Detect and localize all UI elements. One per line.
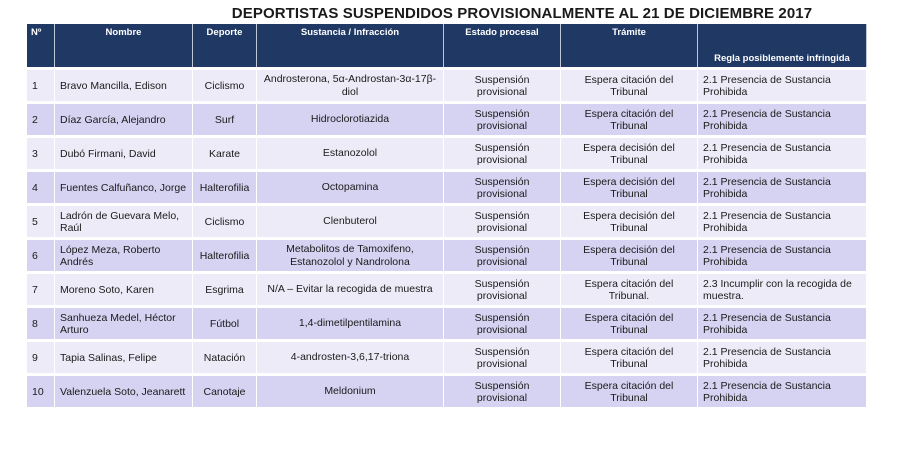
table-row: [27, 305, 867, 339]
cell-name: Valenzuela Soto, Jeanarett: [55, 373, 193, 407]
document-title: DEPORTISTAS SUSPENDIDOS PROVISIONALMENTE AL 21 DE DICIEMBRE 2017: [231, 5, 813, 22]
cell-rule: 2.1 Presencia de Sustancia Prohibida: [698, 135, 867, 169]
cell-num: 6: [27, 237, 55, 271]
cell-name: López Meza, Roberto Andrés: [55, 237, 193, 271]
cell-num: 3: [27, 135, 55, 169]
cell-status: Suspensión provisional: [444, 339, 561, 373]
cell-rule: 2.1 Presencia de Sustancia Prohibida: [698, 101, 867, 135]
table-row: [27, 169, 867, 203]
cell-procedure: Espera decisión del Tribunal: [561, 135, 698, 169]
cell-status: Suspensión provisional: [444, 271, 561, 305]
cell-sport: Halterofilia: [193, 237, 257, 271]
cell-rule: 2.1 Presencia de Sustancia Prohibida: [698, 237, 867, 271]
cell-name: Tapia Salinas, Felipe: [55, 339, 193, 373]
cell-name: Sanhueza Medel, Héctor Arturo: [55, 305, 193, 339]
cell-procedure: Espera citación del Tribunal: [561, 67, 698, 101]
table-header-row: [27, 24, 867, 67]
cell-sport: Surf: [193, 101, 257, 135]
cell-procedure: Espera decisión del Tribunal: [561, 237, 698, 271]
header-name: Nombre: [55, 24, 193, 67]
cell-status: Suspensión provisional: [444, 203, 561, 237]
cell-num: 7: [27, 271, 55, 305]
cell-sport: Fútbol: [193, 305, 257, 339]
cell-rule: 2.1 Presencia de Sustancia Prohibida: [698, 339, 867, 373]
cell-procedure: Espera decisión del Tribunal: [561, 203, 698, 237]
cell-procedure: Espera citación del Tribunal: [561, 339, 698, 373]
cell-num: 1: [27, 67, 55, 101]
header-sport: Deporte: [193, 24, 257, 67]
cell-rule: 2.3 Incumplir con la recogida de muestra.: [698, 271, 867, 305]
cell-name: Fuentes Calfuñanco, Jorge: [55, 169, 193, 203]
header-procedure: Trámite: [561, 24, 698, 67]
cell-rule: 2.1 Presencia de Sustancia Prohibida: [698, 67, 867, 101]
table-row: [27, 271, 867, 305]
header-rule: Regla posiblemente infringida: [698, 24, 867, 67]
cell-substance: Estanozolol: [257, 135, 444, 169]
cell-substance: Hidroclorotiazida: [257, 101, 444, 135]
cell-name: Moreno Soto, Karen: [55, 271, 193, 305]
cell-name: Díaz García, Alejandro: [55, 101, 193, 135]
cell-name: Bravo Mancilla, Edison: [55, 67, 193, 101]
cell-sport: Karate: [193, 135, 257, 169]
cell-sport: Ciclismo: [193, 67, 257, 101]
cell-status: Suspensión provisional: [444, 169, 561, 203]
cell-substance: 4-androsten-3,6,17-triona: [257, 339, 444, 373]
cell-procedure: Espera citación del Tribunal: [561, 305, 698, 339]
cell-status: Suspensión provisional: [444, 67, 561, 101]
table-row: [27, 135, 867, 169]
cell-substance: Meldonium: [257, 373, 444, 407]
cell-status: Suspensión provisional: [444, 135, 561, 169]
cell-substance: Androsterona, 5α-Androstan-3α-17β-diol: [257, 67, 444, 101]
cell-rule: 2.1 Presencia de Sustancia Prohibida: [698, 203, 867, 237]
cell-status: Suspensión provisional: [444, 237, 561, 271]
cell-procedure: Espera citación del Tribunal: [561, 101, 698, 135]
cell-substance: N/A – Evitar la recogida de muestra: [257, 271, 444, 305]
cell-procedure: Espera citación del Tribunal.: [561, 271, 698, 305]
table-row: [27, 373, 867, 407]
cell-rule: 2.1 Presencia de Sustancia Prohibida: [698, 169, 867, 203]
cell-num: 9: [27, 339, 55, 373]
cell-num: 10: [27, 373, 55, 407]
cell-num: 8: [27, 305, 55, 339]
header-substance: Sustancia / Infracción: [257, 24, 444, 67]
header-num: Nº: [27, 24, 55, 67]
header-status: Estado procesal: [444, 24, 561, 67]
cell-status: Suspensión provisional: [444, 373, 561, 407]
cell-name: Ladrón de Guevara Melo, Raúl: [55, 203, 193, 237]
table-row: [27, 101, 867, 135]
cell-num: 2: [27, 101, 55, 135]
table-row: [27, 203, 867, 237]
cell-substance: 1,4-dimetilpentilamina: [257, 305, 444, 339]
cell-substance: Metabolitos de Tamoxifeno, Estanozolol y Nandrolona: [257, 237, 444, 271]
cell-num: 4: [27, 169, 55, 203]
cell-name: Dubó Firmani, David: [55, 135, 193, 169]
cell-sport: Canotaje: [193, 373, 257, 407]
table-row: [27, 339, 867, 373]
cell-procedure: Espera decisión del Tribunal: [561, 169, 698, 203]
cell-sport: Halterofilia: [193, 169, 257, 203]
cell-rule: 2.1 Presencia de Sustancia Prohibida: [698, 305, 867, 339]
cell-sport: Esgrima: [193, 271, 257, 305]
cell-status: Suspensión provisional: [444, 101, 561, 135]
table-row: [27, 67, 867, 101]
cell-status: Suspensión provisional: [444, 305, 561, 339]
cell-substance: Octopamina: [257, 169, 444, 203]
cell-rule: 2.1 Presencia de Sustancia Prohibida: [698, 373, 867, 407]
table-row: [27, 237, 867, 271]
suspended-athletes-table: [27, 24, 867, 407]
cell-procedure: Espera citación del Tribunal: [561, 373, 698, 407]
table-body: [27, 67, 867, 407]
cell-sport: Natación: [193, 339, 257, 373]
cell-sport: Ciclismo: [193, 203, 257, 237]
cell-num: 5: [27, 203, 55, 237]
cell-substance: Clenbuterol: [257, 203, 444, 237]
